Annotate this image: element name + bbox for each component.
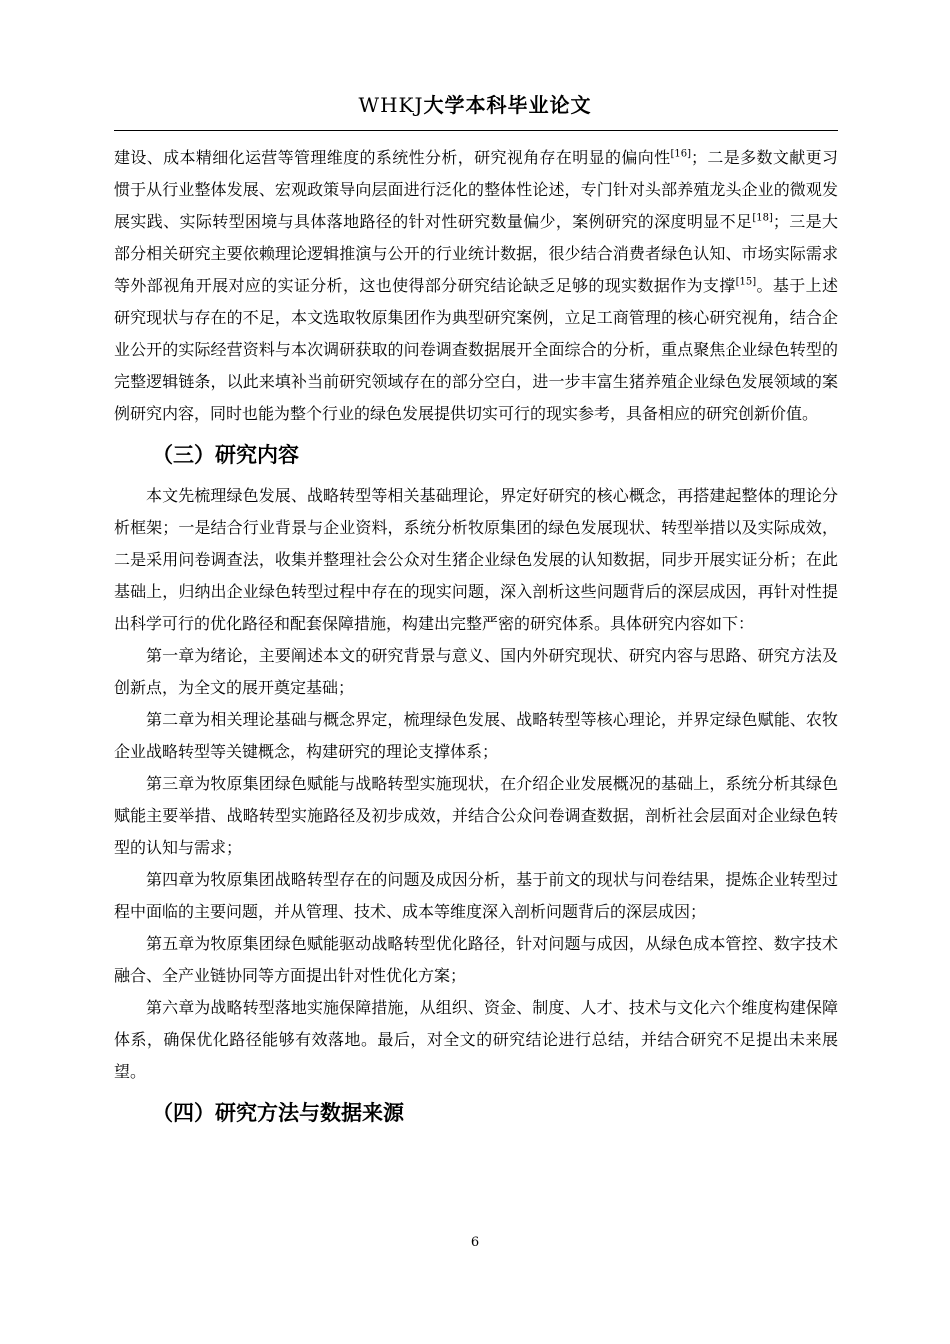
paragraph-chapter-6: 第六章为战略转型落地实施保障措施，从组织、资金、制度、人才、技术与文化六个维度构建保障体系，确保优化路径能够有效落地。最后，对全文的研究结论进行总结，并结合研究不足提出未来展望。 xyxy=(114,998,838,1081)
citation-18: [18] xyxy=(752,212,773,224)
section-heading-research-methods: （四）研究方法与数据来源 xyxy=(152,1101,404,1125)
paragraph-chapter-1: 第一章为绪论，主要阐述本文的研究背景与意义、国内外研究现状、研究内容与思路、研究方法及创新点，为全文的展开奠定基础； xyxy=(114,646,838,697)
paragraph-text: ；三是大部分相关研究主要依赖理论逻辑推演与公开的行业统计数据，很少结合消费者绿色认知、市场实际需求等外部视角开展对应的实证分析，这也使得部分研究结论缺乏足够的现实数据作为支撑 xyxy=(114,212,838,295)
page-header xyxy=(0,90,950,120)
paragraph-chapter-3: 第三章为牧原集团绿色赋能与战略转型实施现状，在介绍企业发展概况的基础上，系统分析其绿色赋能主要举措、战略转型实施路径及初步成效，并结合公众问卷调查数据，剖析社会层面对企业绿色转型的认知与需求； xyxy=(114,774,838,857)
paragraph-research-gap xyxy=(114,142,838,430)
document-body xyxy=(114,142,838,1138)
paragraph-text: ；二是多数文献更习惯于从行业整体发展、宏观政策导向层面进行泛化的整体性论述，专门针对头部养殖龙头企业的微观发展实践、实际转型困境与具体落地路径的针对性研究数量偏少，案例研究的深度明显不足 xyxy=(114,148,838,231)
citation-16: [16] xyxy=(670,148,692,160)
citation-15: [15] xyxy=(735,276,757,288)
paragraph-chapter-5: 第五章为牧原集团绿色赋能驱动战略转型优化路径，针对问题与成因，从绿色成本管控、数字技术融合、全产业链协同等方面提出针对性优化方案； xyxy=(114,934,838,985)
paragraph-chapter-4: 第四章为牧原集团战略转型存在的问题及成因分析，基于前文的现状与问卷结果，提炼企业转型过程中面临的主要问题，并从管理、技术、成本等维度深入剖析问题背后的深层成因； xyxy=(114,870,838,921)
paragraph-text: 建设、成本精细化运营等管理维度的系统性分析，研究视角存在明显的偏向性 xyxy=(114,148,671,167)
header-prefix: WHKJ xyxy=(358,93,424,117)
paragraph-text: 。基于上述研究现状与存在的不足，本文选取牧原集团作为典型研究案例，立足工商管理的核心研究视角，结合企业公开的实际经营资料与本次调研获取的问卷调查数据展开全面综合的分析，重点聚焦企业绿色转型的完整逻辑链条，以此来填补当前研究领域存在的部分空白，进一步丰富生猪养殖企业绿色发展领域的案例研究内容，同时也能为整个行业的绿色发展提供切实可行的现实参考，具备相应的研究创新价值。 xyxy=(114,276,838,423)
header-title: 大学本科毕业论文 xyxy=(423,93,592,117)
section-heading-research-content: （三）研究内容 xyxy=(152,443,299,467)
header-divider xyxy=(114,130,838,131)
paragraph-chapter-2: 第二章为相关理论基础与概念界定，梳理绿色发展、战略转型等核心理论，并界定绿色赋能、农牧企业战略转型等关键概念，构建研究的理论支撑体系； xyxy=(114,710,838,761)
page-number: 6 xyxy=(470,1235,480,1250)
paragraph-research-overview: 本文先梳理绿色发展、战略转型等相关基础理论，界定好研究的核心概念，再搭建起整体的理论分析框架；一是结合行业背景与企业资料，系统分析牧原集团的绿色发展现状、转型举措以及实际成效，二是采用问卷调查法，收集并整理社会公众对生猪企业绿色发展的认知数据，同步开展实证分析；在此基础上，归纳出企业绿色转型过程中存在的现实问题，深入剖析这些问题背后的深层成因，再针对性提出科学可行的优化路径和配套保障措施，构建出完整严密的研究体系。具体研究内容如下： xyxy=(114,486,838,633)
